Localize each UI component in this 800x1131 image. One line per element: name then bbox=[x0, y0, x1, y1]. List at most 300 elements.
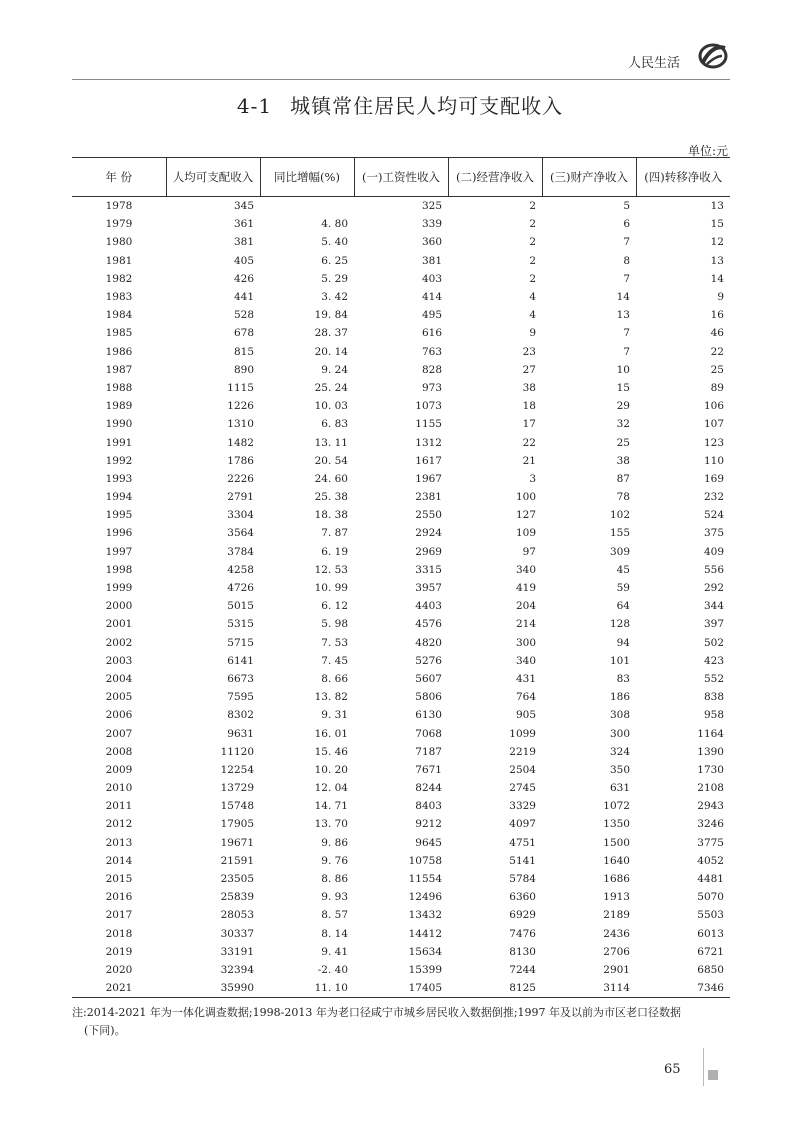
year-cell: 1991 bbox=[105, 436, 133, 449]
year-cell: 2009 bbox=[105, 763, 133, 776]
table-number: 4-1 bbox=[236, 94, 273, 118]
business-income-cell: 2219 bbox=[509, 745, 536, 758]
table-row bbox=[72, 324, 730, 342]
wage-income-cell: 8403 bbox=[415, 800, 442, 813]
growth-rate-cell: 8. 86 bbox=[321, 873, 348, 886]
disposable-income-cell: 9631 bbox=[227, 727, 254, 740]
property-income-cell: 94 bbox=[616, 636, 630, 649]
year-cell: 1981 bbox=[105, 254, 133, 267]
business-income-cell: 1099 bbox=[509, 727, 536, 740]
transfer-income-cell: 292 bbox=[703, 582, 724, 595]
disposable-income-cell: 17905 bbox=[220, 818, 254, 831]
wage-income-cell: 4820 bbox=[415, 636, 442, 649]
business-income-cell: 6360 bbox=[509, 891, 536, 904]
disposable-income-cell: 361 bbox=[233, 218, 254, 231]
wage-income-cell: 4576 bbox=[415, 618, 442, 631]
transfer-income-cell: 5503 bbox=[697, 909, 724, 922]
table-row bbox=[72, 215, 730, 233]
disposable-income-cell: 815 bbox=[233, 345, 254, 358]
transfer-income-cell: 9 bbox=[717, 291, 724, 304]
table-row bbox=[72, 288, 730, 306]
year-cell: 2018 bbox=[105, 927, 133, 940]
growth-rate-cell: 6. 19 bbox=[321, 545, 348, 558]
year-cell: 2021 bbox=[72, 979, 166, 998]
business-income-cell: 204 bbox=[515, 600, 536, 613]
business-income-cell: 18 bbox=[522, 400, 536, 413]
table-row bbox=[72, 597, 730, 615]
table-row bbox=[72, 761, 730, 779]
wage-income-cell: 8244 bbox=[415, 782, 442, 795]
disposable-income-cell: 1310 bbox=[227, 418, 254, 431]
property-income-cell: 13 bbox=[616, 309, 630, 322]
disposable-income-cell: 21591 bbox=[220, 854, 254, 867]
transfer-income-cell: 838 bbox=[703, 691, 724, 704]
growth-rate-cell: 9. 86 bbox=[321, 836, 348, 849]
income-table bbox=[72, 157, 730, 998]
property-income-cell: 59 bbox=[616, 582, 630, 595]
wage-income-cell: 3957 bbox=[415, 582, 442, 595]
business-income-cell: 8130 bbox=[509, 945, 536, 958]
business-income-cell: 7476 bbox=[509, 927, 536, 940]
year-cell: 1979 bbox=[105, 218, 133, 231]
transfer-income-cell: 46 bbox=[710, 327, 724, 340]
table-row bbox=[72, 361, 730, 379]
transfer-income-cell: 4481 bbox=[697, 873, 724, 886]
page-number-rule bbox=[703, 1048, 704, 1086]
wage-income-cell: 828 bbox=[421, 363, 442, 376]
business-income-cell: 38 bbox=[522, 381, 536, 394]
table-row bbox=[72, 979, 730, 998]
table-row bbox=[72, 943, 730, 961]
transfer-income-cell: 344 bbox=[703, 600, 724, 613]
property-income-cell: 14 bbox=[616, 291, 630, 304]
disposable-income-cell: 6141 bbox=[227, 654, 254, 667]
transfer-income-cell: 106 bbox=[703, 400, 724, 413]
table-row bbox=[72, 724, 730, 742]
property-income-cell: 186 bbox=[609, 691, 630, 704]
property-income-cell: 64 bbox=[616, 600, 630, 613]
transfer-income-cell: 552 bbox=[703, 672, 724, 685]
growth-rate-cell: 20. 54 bbox=[314, 454, 348, 467]
property-income-cell: 45 bbox=[616, 563, 630, 576]
table-row bbox=[72, 524, 730, 542]
disposable-income-cell: 1115 bbox=[227, 381, 254, 394]
growth-rate-cell: 8. 14 bbox=[321, 927, 348, 940]
table-row bbox=[72, 743, 730, 761]
disposable-income-cell: 7595 bbox=[227, 691, 254, 704]
page-number: 65 bbox=[664, 1062, 681, 1077]
year-cell: 1994 bbox=[105, 491, 133, 504]
property-income-cell: 29 bbox=[616, 400, 630, 413]
table-row bbox=[72, 706, 730, 724]
column-header-transfer-income: (四)转移净收入 bbox=[636, 158, 730, 197]
disposable-income-cell: 441 bbox=[233, 291, 254, 304]
table-row bbox=[72, 815, 730, 833]
transfer-income-cell: 13 bbox=[710, 254, 724, 267]
table-row bbox=[72, 579, 730, 597]
business-income-cell: 7244 bbox=[509, 963, 536, 976]
table-row bbox=[72, 415, 730, 433]
table-row bbox=[72, 252, 730, 270]
year-cell: 2000 bbox=[105, 600, 133, 613]
wage-income-cell: 325 bbox=[421, 200, 442, 213]
wage-income-cell: 12496 bbox=[408, 891, 442, 904]
property-income-cell: 1500 bbox=[603, 836, 630, 849]
transfer-income-cell: 5070 bbox=[697, 891, 724, 904]
transfer-income-cell: 502 bbox=[703, 636, 724, 649]
table-row bbox=[72, 652, 730, 670]
wage-income-cell: 4403 bbox=[415, 600, 442, 613]
disposable-income-cell: 3784 bbox=[227, 545, 254, 558]
disposable-income-cell: 8302 bbox=[227, 709, 254, 722]
property-income-cell: 2901 bbox=[603, 963, 630, 976]
business-income-cell: 4097 bbox=[509, 818, 536, 831]
year-cell: 2008 bbox=[105, 745, 133, 758]
disposable-income-cell: 1482 bbox=[227, 436, 254, 449]
property-income-cell: 1686 bbox=[603, 873, 630, 886]
property-income-cell: 300 bbox=[609, 727, 630, 740]
disposable-income-cell: 2226 bbox=[227, 472, 254, 485]
year-cell: 1983 bbox=[105, 291, 133, 304]
growth-rate-cell: 4. 80 bbox=[321, 218, 348, 231]
wage-income-cell: 7671 bbox=[415, 763, 442, 776]
property-income-cell: 8 bbox=[623, 254, 630, 267]
disposable-income-cell: 426 bbox=[233, 272, 254, 285]
growth-rate-cell: 28. 37 bbox=[314, 327, 348, 340]
wage-income-cell: 5806 bbox=[415, 691, 442, 704]
year-cell: 1995 bbox=[105, 509, 133, 522]
year-cell: 1978 bbox=[105, 200, 133, 213]
table-row bbox=[72, 233, 730, 251]
transfer-income-cell: 3775 bbox=[697, 836, 724, 849]
transfer-income-cell: 16 bbox=[710, 309, 724, 322]
business-income-cell: 419 bbox=[515, 582, 536, 595]
disposable-income-cell: 5715 bbox=[227, 636, 254, 649]
disposable-income-cell: 3564 bbox=[227, 527, 254, 540]
disposable-income-cell: 678 bbox=[233, 327, 254, 340]
property-income-cell: 128 bbox=[609, 618, 630, 631]
year-cell: 1988 bbox=[105, 381, 133, 394]
disposable-income-cell: 15748 bbox=[220, 800, 254, 813]
table-row bbox=[72, 961, 730, 979]
business-income-cell: 2 bbox=[529, 272, 536, 285]
disposable-income-cell: 1226 bbox=[227, 400, 254, 413]
year-cell: 1982 bbox=[105, 272, 133, 285]
wage-income-cell: 2550 bbox=[415, 509, 442, 522]
property-income-cell: 1072 bbox=[603, 800, 630, 813]
disposable-income-cell: 30337 bbox=[220, 927, 254, 940]
column-header-disposable-income: 人均可支配收入 bbox=[166, 158, 260, 197]
year-cell: 2013 bbox=[105, 836, 133, 849]
growth-rate-cell: 24. 60 bbox=[314, 472, 348, 485]
property-income-cell: 15 bbox=[616, 381, 630, 394]
growth-rate-cell: 19. 84 bbox=[314, 309, 348, 322]
transfer-income-cell: 556 bbox=[703, 563, 724, 576]
year-cell: 1993 bbox=[105, 472, 133, 485]
wage-income-cell: 14412 bbox=[408, 927, 442, 940]
property-income-cell: 83 bbox=[616, 672, 630, 685]
table-row bbox=[72, 797, 730, 815]
wage-income-cell: 11554 bbox=[408, 873, 442, 886]
disposable-income-cell: 1786 bbox=[227, 454, 254, 467]
growth-rate-cell: 20. 14 bbox=[314, 345, 348, 358]
growth-rate-cell: 6. 12 bbox=[321, 600, 348, 613]
transfer-income-cell: 7346 bbox=[636, 979, 730, 998]
property-income-cell: 309 bbox=[609, 545, 630, 558]
business-income-cell: 21 bbox=[522, 454, 536, 467]
disposable-income-cell: 32394 bbox=[220, 963, 254, 976]
growth-rate-cell: 6. 25 bbox=[321, 254, 348, 267]
page-marker bbox=[708, 1070, 718, 1080]
wage-income-cell: 360 bbox=[421, 236, 442, 249]
footnote-line-1: 注:2014-2021 年为一体化调查数据;1998-2013 年为老口径咸宁市城乡居民收入数据倒推;1997 年及以前为市区老口径数据 bbox=[72, 1006, 682, 1019]
property-income-cell: 2436 bbox=[603, 927, 630, 940]
disposable-income-cell: 6673 bbox=[227, 672, 254, 685]
column-header-growth-rate: 同比增幅(%) bbox=[260, 158, 354, 197]
growth-rate-cell: 10. 99 bbox=[314, 582, 348, 595]
table-row bbox=[72, 561, 730, 579]
footnote-line-2: (下同)。 bbox=[84, 1024, 126, 1037]
transfer-income-cell: 12 bbox=[710, 236, 724, 249]
year-cell: 2016 bbox=[105, 891, 133, 904]
column-header-wage-income: (一)工资性收入 bbox=[354, 158, 448, 197]
wage-income-cell: 381 bbox=[421, 254, 442, 267]
year-cell: 1986 bbox=[105, 345, 133, 358]
transfer-income-cell: 110 bbox=[703, 454, 724, 467]
wage-income-cell: 1073 bbox=[415, 400, 442, 413]
transfer-income-cell: 958 bbox=[703, 709, 724, 722]
growth-rate-cell: -2. 40 bbox=[317, 963, 348, 976]
year-cell: 1980 bbox=[105, 236, 133, 249]
growth-rate-cell: 12. 04 bbox=[314, 782, 348, 795]
growth-rate-cell: 14. 71 bbox=[314, 800, 348, 813]
transfer-income-cell: 375 bbox=[703, 527, 724, 540]
header-rule bbox=[72, 79, 730, 80]
table-row bbox=[72, 870, 730, 888]
property-income-cell: 155 bbox=[609, 527, 630, 540]
business-income-cell: 100 bbox=[515, 491, 536, 504]
property-income-cell: 87 bbox=[616, 472, 630, 485]
business-income-cell: 8125 bbox=[448, 979, 542, 998]
growth-rate-cell: 9. 24 bbox=[321, 363, 348, 376]
business-income-cell: 109 bbox=[515, 527, 536, 540]
business-income-cell: 4 bbox=[529, 309, 536, 322]
growth-rate-cell: 9. 41 bbox=[321, 945, 348, 958]
transfer-income-cell: 1730 bbox=[697, 763, 724, 776]
property-income-cell: 7 bbox=[623, 345, 630, 358]
growth-rate-cell: 3. 42 bbox=[321, 291, 348, 304]
business-income-cell: 17 bbox=[522, 418, 536, 431]
year-cell: 2012 bbox=[105, 818, 133, 831]
property-income-cell: 1350 bbox=[603, 818, 630, 831]
wage-income-cell: 2969 bbox=[415, 545, 442, 558]
table-row bbox=[72, 543, 730, 561]
growth-rate-cell: 10. 20 bbox=[314, 763, 348, 776]
transfer-income-cell: 1390 bbox=[697, 745, 724, 758]
disposable-income-cell: 2791 bbox=[227, 491, 254, 504]
wage-income-cell: 15634 bbox=[408, 945, 442, 958]
year-cell: 2002 bbox=[105, 636, 133, 649]
table-row bbox=[72, 834, 730, 852]
wage-income-cell: 10758 bbox=[408, 854, 442, 867]
growth-rate-cell: 9. 76 bbox=[321, 854, 348, 867]
transfer-income-cell: 2108 bbox=[697, 782, 724, 795]
transfer-income-cell: 409 bbox=[703, 545, 724, 558]
property-income-cell: 7 bbox=[623, 272, 630, 285]
table-row bbox=[72, 670, 730, 688]
disposable-income-cell: 23505 bbox=[220, 873, 254, 886]
wage-income-cell: 1617 bbox=[415, 454, 442, 467]
transfer-income-cell: 123 bbox=[703, 436, 724, 449]
year-cell: 2019 bbox=[105, 945, 133, 958]
growth-rate-cell: 25. 38 bbox=[314, 491, 348, 504]
table-row bbox=[72, 197, 730, 216]
table-row bbox=[72, 452, 730, 470]
property-income-cell: 1640 bbox=[603, 854, 630, 867]
property-income-cell: 78 bbox=[616, 491, 630, 504]
table-row bbox=[72, 433, 730, 451]
property-income-cell: 7 bbox=[623, 236, 630, 249]
disposable-income-cell: 25839 bbox=[220, 891, 254, 904]
transfer-income-cell: 397 bbox=[703, 618, 724, 631]
business-income-cell: 23 bbox=[522, 345, 536, 358]
table-row bbox=[72, 925, 730, 943]
table-row bbox=[72, 852, 730, 870]
wage-income-cell: 5607 bbox=[415, 672, 442, 685]
property-income-cell: 631 bbox=[609, 782, 630, 795]
year-cell: 2015 bbox=[105, 873, 133, 886]
transfer-income-cell: 15 bbox=[710, 218, 724, 231]
property-income-cell: 101 bbox=[609, 654, 630, 667]
property-income-cell: 1913 bbox=[603, 891, 630, 904]
table-row bbox=[72, 270, 730, 288]
business-income-cell: 2 bbox=[529, 218, 536, 231]
business-income-cell: 340 bbox=[515, 563, 536, 576]
wage-income-cell: 1967 bbox=[415, 472, 442, 485]
column-header-year: 年 份 bbox=[72, 158, 166, 197]
table-title bbox=[0, 90, 800, 119]
year-cell: 2001 bbox=[105, 618, 133, 631]
wage-income-cell: 495 bbox=[421, 309, 442, 322]
growth-rate-cell: 8. 66 bbox=[321, 672, 348, 685]
disposable-income-cell: 12254 bbox=[220, 763, 254, 776]
year-cell: 1998 bbox=[105, 563, 133, 576]
growth-rate-cell: 9. 93 bbox=[321, 891, 348, 904]
year-cell: 1992 bbox=[105, 454, 133, 467]
transfer-income-cell: 6013 bbox=[697, 927, 724, 940]
disposable-income-cell: 381 bbox=[233, 236, 254, 249]
disposable-income-cell: 19671 bbox=[220, 836, 254, 849]
disposable-income-cell: 28053 bbox=[220, 909, 254, 922]
disposable-income-cell: 33191 bbox=[220, 945, 254, 958]
transfer-income-cell: 22 bbox=[710, 345, 724, 358]
growth-rate-cell: 5. 29 bbox=[321, 272, 348, 285]
table-row bbox=[72, 306, 730, 324]
growth-rate-cell: 12. 53 bbox=[314, 563, 348, 576]
transfer-income-cell: 3246 bbox=[697, 818, 724, 831]
property-income-cell: 7 bbox=[623, 327, 630, 340]
transfer-income-cell: 13 bbox=[710, 200, 724, 213]
growth-rate-cell: 9. 31 bbox=[321, 709, 348, 722]
business-income-cell: 3329 bbox=[509, 800, 536, 813]
business-income-cell: 5784 bbox=[509, 873, 536, 886]
business-income-cell: 27 bbox=[522, 363, 536, 376]
transfer-income-cell: 14 bbox=[710, 272, 724, 285]
growth-rate-cell: 5. 40 bbox=[321, 236, 348, 249]
business-income-cell: 340 bbox=[515, 654, 536, 667]
business-income-cell: 214 bbox=[515, 618, 536, 631]
business-income-cell: 5141 bbox=[509, 854, 536, 867]
transfer-income-cell: 1164 bbox=[697, 727, 724, 740]
table-row bbox=[72, 888, 730, 906]
disposable-income-cell: 4726 bbox=[227, 582, 254, 595]
year-cell: 1987 bbox=[105, 363, 133, 376]
growth-rate-cell: 11. 10 bbox=[260, 979, 354, 998]
year-cell: 1989 bbox=[105, 400, 133, 413]
business-income-cell: 127 bbox=[515, 509, 536, 522]
table-header-row bbox=[72, 158, 730, 197]
year-cell: 2005 bbox=[105, 691, 133, 704]
year-cell: 1996 bbox=[105, 527, 133, 540]
disposable-income-cell: 890 bbox=[233, 363, 254, 376]
year-cell: 1999 bbox=[105, 582, 133, 595]
business-income-cell: 764 bbox=[515, 691, 536, 704]
business-income-cell: 22 bbox=[522, 436, 536, 449]
business-income-cell: 2 bbox=[529, 254, 536, 267]
table-row bbox=[72, 634, 730, 652]
transfer-income-cell: 107 bbox=[703, 418, 724, 431]
disposable-income-cell: 13729 bbox=[220, 782, 254, 795]
table-row bbox=[72, 688, 730, 706]
growth-rate-cell: 13. 82 bbox=[314, 691, 348, 704]
transfer-income-cell: 423 bbox=[703, 654, 724, 667]
year-cell: 1984 bbox=[105, 309, 133, 322]
growth-rate-cell bbox=[260, 197, 354, 216]
year-cell: 2007 bbox=[105, 727, 133, 740]
year-cell: 1997 bbox=[105, 545, 133, 558]
wage-income-cell: 9212 bbox=[415, 818, 442, 831]
growth-rate-cell: 15. 46 bbox=[314, 745, 348, 758]
wage-income-cell: 403 bbox=[421, 272, 442, 285]
growth-rate-cell: 25. 24 bbox=[314, 381, 348, 394]
transfer-income-cell: 2943 bbox=[697, 800, 724, 813]
transfer-income-cell: 524 bbox=[703, 509, 724, 522]
wage-income-cell: 9645 bbox=[415, 836, 442, 849]
disposable-income-cell: 4258 bbox=[227, 563, 254, 576]
business-income-cell: 97 bbox=[522, 545, 536, 558]
year-cell: 2020 bbox=[105, 963, 133, 976]
wage-income-cell: 616 bbox=[421, 327, 442, 340]
wage-income-cell: 15399 bbox=[408, 963, 442, 976]
table-row bbox=[72, 506, 730, 524]
unit-label: 单位:元 bbox=[687, 144, 728, 158]
table-row bbox=[72, 379, 730, 397]
table-row bbox=[72, 906, 730, 924]
business-income-cell: 4751 bbox=[509, 836, 536, 849]
disposable-income-cell: 345 bbox=[233, 200, 254, 213]
property-income-cell: 25 bbox=[616, 436, 630, 449]
business-income-cell: 2745 bbox=[509, 782, 536, 795]
disposable-income-cell: 11120 bbox=[220, 745, 254, 758]
disposable-income-cell: 405 bbox=[233, 254, 254, 267]
year-cell: 1985 bbox=[105, 327, 133, 340]
business-income-cell: 3 bbox=[529, 472, 536, 485]
business-income-cell: 2 bbox=[529, 236, 536, 249]
table-footnote bbox=[72, 1004, 732, 1040]
running-header-section: 人民生活 bbox=[628, 56, 681, 71]
property-income-cell: 350 bbox=[609, 763, 630, 776]
wage-income-cell: 5276 bbox=[415, 654, 442, 667]
